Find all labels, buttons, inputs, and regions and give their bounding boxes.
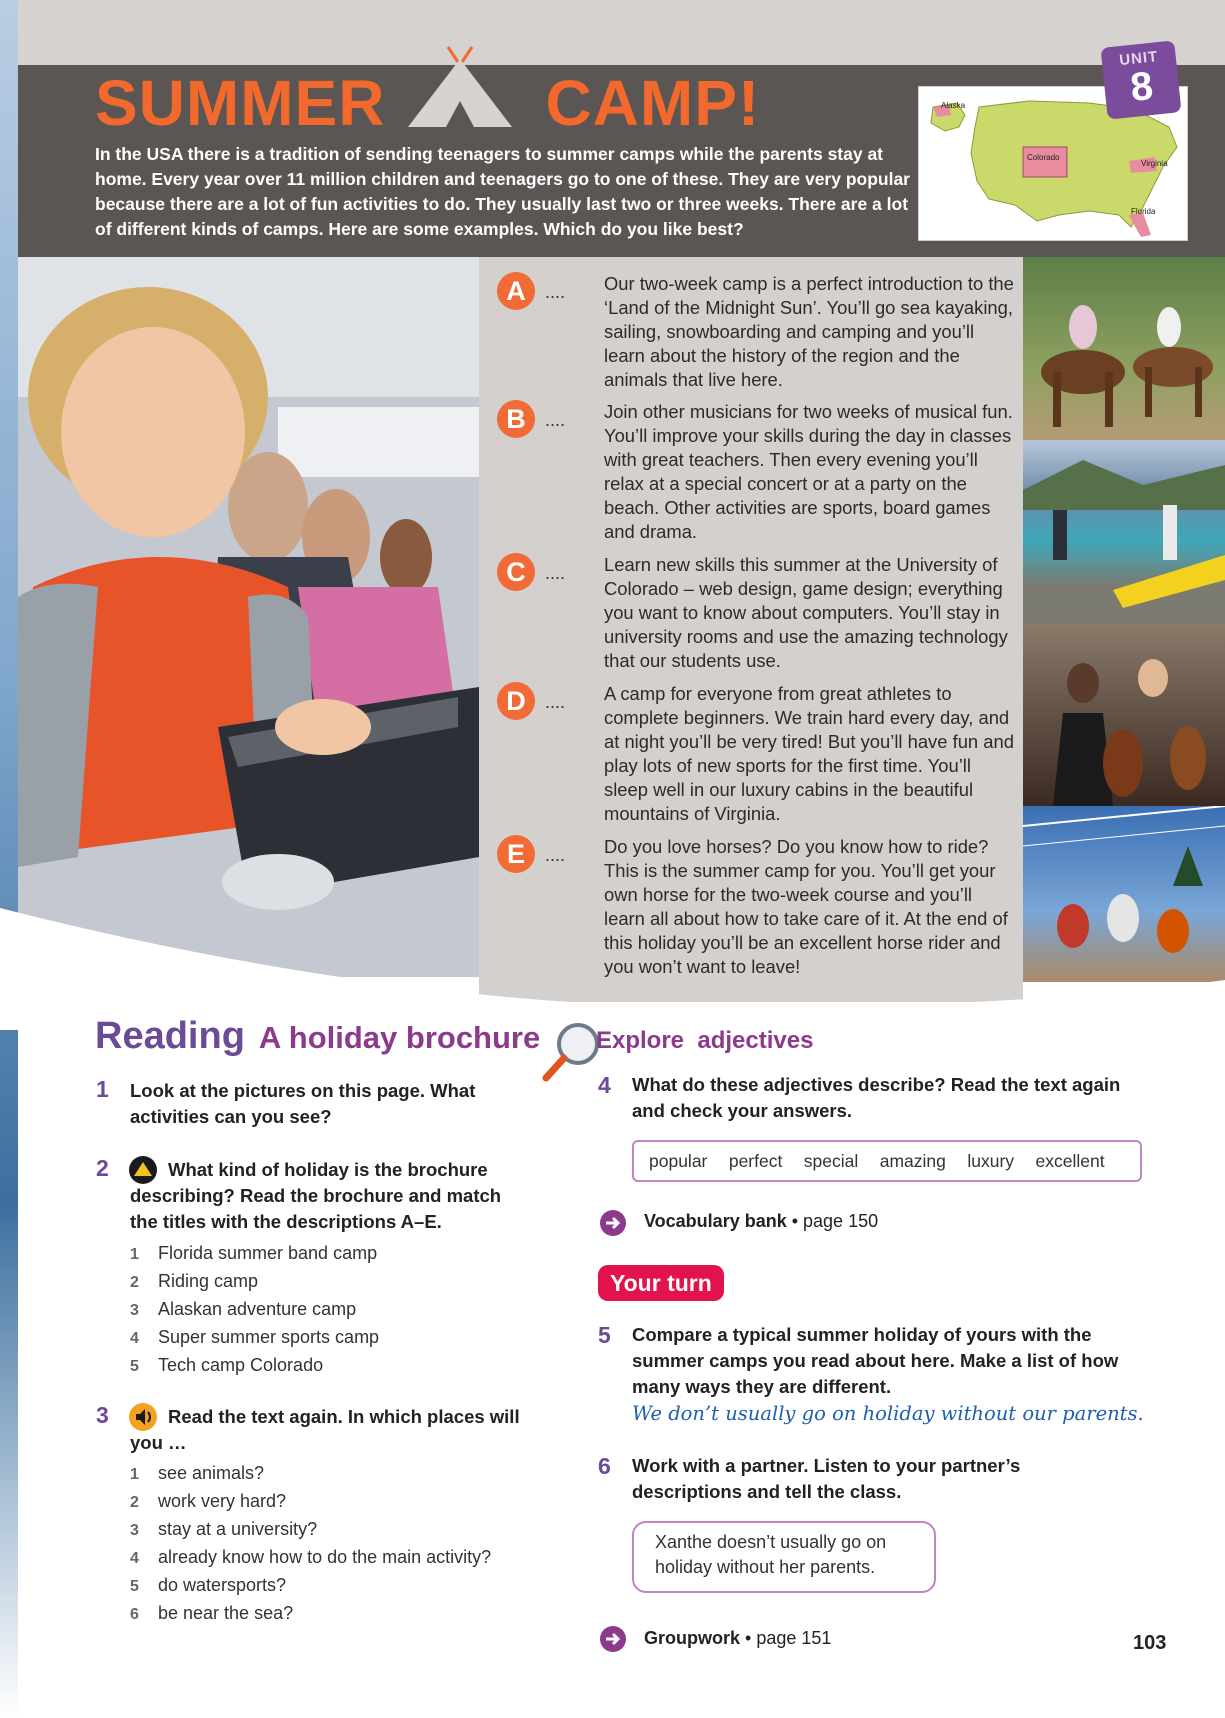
question-1-text: Look at the pictures on this page. What activities can you see? <box>130 1080 476 1127</box>
question-3-text: Read the text again. In which places will you … <box>130 1406 520 1453</box>
example-sentence: We don’t usually go on holiday without our parents. <box>632 1402 1144 1425</box>
camp-description: Do you love horses? Do you know how to ride? This is the summer camp for you. You’ll get your own horse for the two-week course and you’ll learn all about how to take care of it. At the end of this holiday you’ll be an excellent horse rider and you won’t want to leave! <box>604 836 1008 977</box>
camp-letter-badge: B <box>497 400 535 438</box>
map-label-alaska: Alaska <box>941 101 966 110</box>
explore-topic: adjectives <box>697 1027 814 1054</box>
adjective-word: luxury <box>967 1151 1015 1171</box>
list-item: 5 do watersports? <box>130 1575 287 1595</box>
arrow-right-icon <box>600 1626 626 1652</box>
list-item: 1 see animals? <box>130 1463 265 1483</box>
reading-subtitle: A holiday brochure <box>258 1020 541 1055</box>
answer-blank: .... <box>545 845 566 865</box>
photo-band-musicians <box>1023 623 1225 806</box>
question-1-number: 1 <box>96 1076 109 1102</box>
reading-title: Reading <box>95 1015 245 1057</box>
answer-blank: .... <box>545 563 566 583</box>
vocabulary-bank-link[interactable]: Vocabulary bank • page 150 <box>644 1211 879 1231</box>
groupwork-link[interactable]: Groupwork • page 151 <box>644 1628 832 1648</box>
unit-number: 8 <box>1128 63 1156 111</box>
photo-boy-at-computer <box>18 257 479 977</box>
camp-letter-badge: A <box>497 272 535 310</box>
question-6-number: 6 <box>598 1453 611 1479</box>
adjective-word: amazing <box>879 1151 946 1171</box>
title-part-1: SUMMER <box>95 67 386 139</box>
list-item: 3 Alaskan adventure camp <box>130 1299 357 1319</box>
question-3-list <box>130 1459 491 1627</box>
adjective-word: special <box>803 1151 859 1171</box>
question-4-text: What do these adjectives describe? Read the text again and check your answers. <box>632 1074 1121 1121</box>
map-label-colorado: Colorado <box>1027 153 1060 162</box>
question-2-text: What kind of holiday is the brochure describing? Read the brochure and match the titles with the descriptions A–E. <box>130 1159 502 1232</box>
list-item: 6 be near the sea? <box>130 1603 294 1623</box>
unit-label: UNIT <box>1118 48 1160 70</box>
camp-description: A camp for everyone from great athletes to complete beginners. We train hard every day, and at night you’ll be very tired! But you’ll have fun and play lots of new sports for the first time. You’ll sleep well in our luxury cabins in the beautiful mountains of Virginia. <box>604 683 1014 824</box>
your-turn-label: Your turn <box>598 1265 724 1301</box>
map-label-florida: Florida <box>1131 207 1156 216</box>
list-item: 3 stay at a university? <box>130 1519 318 1539</box>
unit-badge <box>1100 40 1181 119</box>
question-2-list <box>130 1239 379 1379</box>
photo-horse-riding <box>1023 257 1225 440</box>
list-item: 4 Super summer sports camp <box>130 1327 380 1347</box>
camp-letter-badge: D <box>497 682 535 720</box>
photo-sea-kayaking <box>1023 440 1225 623</box>
question-3-number: 3 <box>96 1402 109 1428</box>
question-4-number: 4 <box>598 1072 611 1098</box>
camp-description: Join other musicians for two weeks of musical fun. You’ll improve your skills during the day in classes with great teachers. Then every evening you’ll relax at a special concert or at a party on the beach. Other activities are sports, board games and drama. <box>604 401 1013 542</box>
list-item: 2 work very hard? <box>130 1491 287 1511</box>
question-5-number: 5 <box>598 1322 611 1348</box>
adjective-box <box>632 1140 1142 1182</box>
top-band <box>18 0 1225 65</box>
adjective-word: popular <box>649 1151 708 1171</box>
question-5-text: Compare a typical summer holiday of yours with the summer camps you read about here. Make a list of how many ways they are different. <box>632 1324 1119 1397</box>
answer-blank: .... <box>545 410 566 430</box>
reading-heading <box>95 1015 540 1058</box>
camp-letter-badge: E <box>497 835 535 873</box>
list-item: 4 already know how to do the main activity? <box>130 1547 492 1567</box>
map-label-virginia: Virginia <box>1141 159 1168 168</box>
page-number: 103 <box>1133 1632 1167 1654</box>
adjective-word: excellent <box>1035 1151 1105 1171</box>
question-2-number: 2 <box>96 1155 109 1181</box>
magnifier-icon <box>540 1020 604 1084</box>
list-item: 5 Tech camp Colorado <box>130 1355 324 1375</box>
explore-word: Explore <box>596 1027 685 1054</box>
tent-icon <box>398 45 528 130</box>
intro-paragraph: In the USA there is a tradition of sending teenagers to summer camps while the parents stay at home. Every year over 11 million children and teenagers go to one of these. They are very popular because there are a lot of fun activities to do. They usually last two or three weeks. There are a lot of different kinds of camps. Here are some examples. Which do you like best? <box>95 144 910 239</box>
side-photo-column <box>1023 257 1225 982</box>
list-item: 1 Florida summer band camp <box>130 1243 378 1263</box>
camp-letter-badge: C <box>497 553 535 591</box>
explore-heading <box>596 1027 813 1055</box>
camp-description: Learn new skills this summer at the University of Colorado – web design, game design; everything you want to know about computers. You’ll stay in university rooms and use the amazing technology that our students use. <box>604 554 1008 671</box>
adjective-word: perfect <box>728 1151 783 1171</box>
page-curve <box>0 890 1225 1030</box>
answer-blank: .... <box>545 692 566 712</box>
left-color-strip <box>0 0 18 1718</box>
camp-description: Our two-week camp is a perfect introduction to the ‘Land of the Midnight Sun’. You’ll go sea kayaking, sailing, snowboarding and camping and you’ll learn about the history of the region and the animals that live here. <box>604 273 1014 390</box>
list-item: 2 Riding camp <box>130 1271 259 1291</box>
arrow-right-icon <box>600 1210 626 1236</box>
question-6-text: Work with a partner. Listen to your partner’s descriptions and tell the class. <box>632 1455 1021 1502</box>
speech-bubble-text: Xanthe doesn’t usually go on holiday without her parents. <box>655 1532 887 1577</box>
answer-blank: .... <box>545 282 566 302</box>
title-part-2: CAMP! <box>545 67 761 139</box>
